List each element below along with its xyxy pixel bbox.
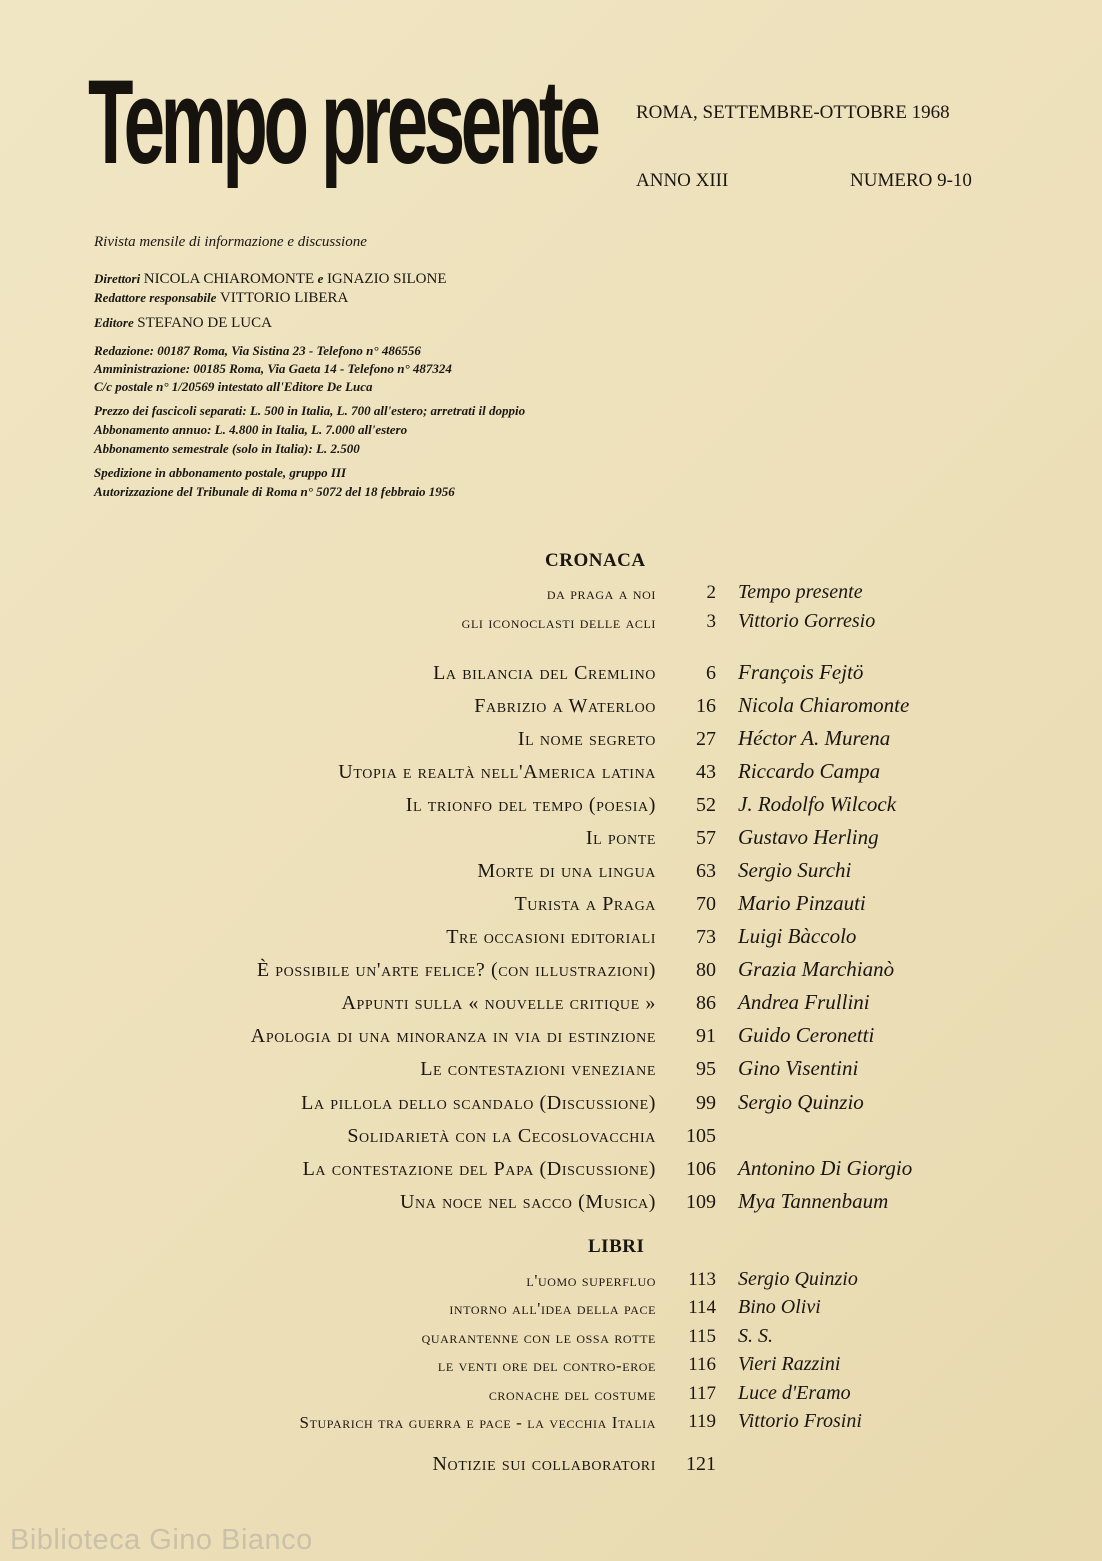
section-heading-cronaca: CRONACA <box>545 550 646 571</box>
info-line: Autorizzazione del Tribunale di Roma n° 5072 del 18 febbraio 1956 <box>94 484 455 499</box>
toc-entry-author: J. Rodolfo Wilcock <box>738 792 897 816</box>
toc-entry-author: S. S. <box>738 1325 773 1347</box>
issue-number: NUMERO 9-10 <box>850 170 972 191</box>
toc-entry-author: Luce d'Eramo <box>738 1382 851 1404</box>
toc-entry <box>0 688 1102 718</box>
toc-entry-title: intorno all'idea della pace <box>449 1299 656 1318</box>
toc-entry-author: Gino Visentini <box>738 1056 859 1080</box>
toc-entry-page: 91 <box>696 1025 716 1047</box>
toc-entry-author: Antonino Di Giorgio <box>738 1156 913 1180</box>
toc-entry <box>0 1018 1102 1048</box>
toc-entry <box>0 574 1102 604</box>
toc-entry-title: Morte di una lingua <box>477 860 656 882</box>
library-watermark: Biblioteca Gino Bianco <box>10 1524 313 1556</box>
toc-entry-author: François Fejtö <box>738 660 864 684</box>
toc-entry <box>0 1085 1102 1115</box>
toc-entry-title: La pillola dello scandalo (Discussione) <box>301 1092 656 1114</box>
toc-entry <box>0 1346 1102 1376</box>
toc-entry <box>0 1318 1102 1348</box>
toc-entry <box>0 1051 1102 1081</box>
toc-entry-title: Solidarietà con la Cecoslovacchia <box>347 1125 656 1147</box>
toc-entry-author: Nicola Chiaromonte <box>738 693 910 717</box>
toc-entry-page: 113 <box>688 1269 716 1290</box>
toc-entry-page: 80 <box>696 959 716 981</box>
toc-entry-page: 121 <box>686 1453 716 1475</box>
toc-entry-title: Notizie sui collaboratori <box>432 1453 656 1475</box>
editor-resp-label: Redattore responsabile <box>94 290 217 305</box>
toc-entry-author: Grazia Marchianò <box>738 957 895 981</box>
toc-entry-title: È possibile un'arte felice? (con illustrazioni) <box>256 959 656 981</box>
toc-entry-title: Il ponte <box>585 827 656 849</box>
toc-entry <box>0 603 1102 633</box>
info-line: Abbonamento annuo: L. 4.800 in Italia, L. 7.000 all'estero <box>94 422 408 437</box>
toc-entry-title: da praga a noi <box>546 584 656 603</box>
toc-entry <box>0 853 1102 883</box>
toc-entry-author: Tempo presente <box>738 581 863 603</box>
toc-entry-author: Vittorio Frosini <box>738 1410 862 1432</box>
toc-entry-title: La bilancia del Cremlino <box>433 662 656 684</box>
toc-entry-title: cronache del costume <box>488 1385 656 1404</box>
toc-entry-title: Utopia e realtà nell'America latina <box>338 761 656 783</box>
toc-entry-page: 116 <box>688 1354 716 1375</box>
info-line: C/c postale n° 1/20569 intestato all'Editore De Luca <box>94 379 373 394</box>
publisher-name: STEFANO DE LUCA <box>137 315 272 331</box>
toc-entry-page: 99 <box>696 1092 716 1114</box>
toc-entry-title: Fabrizio a Waterloo <box>474 695 656 717</box>
toc-entry-title: Stuparich tra guerra e pace - la vecchia Italia <box>299 1413 656 1432</box>
toc-entry-page: 43 <box>696 761 716 783</box>
directors-line <box>94 270 447 289</box>
toc-entry-page: 52 <box>696 794 716 816</box>
toc-entry-page: 117 <box>688 1383 716 1404</box>
toc-entry-author: Bino Olivi <box>738 1296 821 1318</box>
toc-entry-title: Una noce nel sacco (Musica) <box>400 1191 656 1213</box>
toc-entry-author: Riccardo Campa <box>738 759 881 783</box>
toc-entry-page: 109 <box>686 1191 716 1213</box>
toc-entry <box>0 1184 1102 1214</box>
toc-entry-author: Mya Tannenbaum <box>738 1189 889 1213</box>
toc-entry-page: 95 <box>696 1058 716 1080</box>
toc-entry-title: gli iconoclasti delle acli <box>461 613 656 632</box>
toc-entry <box>0 952 1102 982</box>
directors-name-2: IGNAZIO SILONE <box>326 271 447 287</box>
info-line: Amministrazione: 00185 Roma, Via Gaeta 14 - Telefono n° 487324 <box>94 361 452 376</box>
toc-entry-page: 57 <box>696 827 716 849</box>
issue-date: ROMA, SETTEMBRE-OTTOBRE 1968 <box>636 102 950 123</box>
toc-entry-author: Vieri Razzini <box>738 1353 841 1375</box>
toc-entry-title: Il trionfo del tempo (poesia) <box>405 794 656 816</box>
toc-entry-title: quarantenne con le ossa rotte <box>421 1328 656 1347</box>
toc-entry-page: 63 <box>696 860 716 882</box>
toc-entry-page: 27 <box>696 728 716 750</box>
toc-entry-author: Sergio Quinzio <box>738 1090 864 1114</box>
directors-conj: e <box>317 271 324 286</box>
toc-entry <box>0 985 1102 1015</box>
toc-entry-author: Héctor A. Murena <box>738 726 891 750</box>
publisher-label: Editore <box>94 315 134 330</box>
toc-entry-author: Andrea Frullini <box>738 990 870 1014</box>
toc-entry <box>0 655 1102 685</box>
publisher-line <box>94 314 272 333</box>
toc-entry-page: 119 <box>688 1411 716 1432</box>
toc-entry-notes <box>0 1446 1102 1476</box>
toc-entry <box>0 919 1102 949</box>
editor-resp-line <box>94 289 348 308</box>
toc-entry-author: Guido Ceronetti <box>738 1023 875 1047</box>
toc-entry-title: Apologia di una minoranza in via di estinzione <box>250 1025 656 1047</box>
info-line: Prezzo dei fascicoli separati: L. 500 in Italia, L. 700 all'estero; arretrati il doppio <box>94 403 526 418</box>
issue-year: ANNO XIII <box>636 170 729 191</box>
section-heading-libri: LIBRI <box>588 1236 645 1257</box>
toc-entry-author: Luigi Bàccolo <box>738 924 857 948</box>
toc-entry-page: 70 <box>696 893 716 915</box>
toc-entry-page: 73 <box>696 926 716 948</box>
toc-entry <box>0 754 1102 784</box>
toc-entry-page: 16 <box>696 695 716 717</box>
toc-entry <box>0 886 1102 916</box>
toc-entry-page: 106 <box>686 1158 716 1180</box>
toc-entry-author: Vittorio Gorresio <box>738 610 876 632</box>
toc-entry-title: Tre occasioni editoriali <box>446 926 656 948</box>
toc-entry-page: 2 <box>706 582 716 603</box>
toc-entry <box>0 1375 1102 1405</box>
toc-entry-page: 6 <box>706 662 716 684</box>
toc-entry-author: Sergio Surchi <box>738 858 852 882</box>
toc-entry-title: l'uomo superfluo <box>526 1271 656 1290</box>
toc-entry-page: 115 <box>688 1326 716 1347</box>
toc-entry-title: La contestazione del Papa (Discussione) <box>302 1158 656 1180</box>
toc-entry-author: Gustavo Herling <box>738 825 879 849</box>
toc-entry-page: 105 <box>686 1125 716 1147</box>
toc-entry <box>0 721 1102 751</box>
masthead-title: Tempo presente <box>88 55 597 189</box>
info-line: Spedizione in abbonamento postale, gruppo III <box>94 465 347 480</box>
toc-entry <box>0 1151 1102 1181</box>
toc-entry-title: Turista a Praga <box>514 893 656 915</box>
info-line: Abbonamento semestrale (solo in Italia): L. 2.500 <box>94 441 360 456</box>
toc-entry-author: Sergio Quinzio <box>738 1268 858 1290</box>
subtitle: Rivista mensile di informazione e discussione <box>94 234 367 250</box>
toc-entry <box>0 1403 1102 1433</box>
editor-resp-name: VITTORIO LIBERA <box>219 290 349 306</box>
toc-entry-page: 3 <box>706 611 716 632</box>
toc-entry-author: Mario Pinzauti <box>738 891 866 915</box>
toc-entry-title: Le contestazioni veneziane <box>420 1058 656 1080</box>
toc-entry-page: 114 <box>688 1297 716 1318</box>
directors-label: Direttori <box>94 271 141 286</box>
directors-name-1: NICOLA CHIAROMONTE <box>143 271 315 287</box>
toc-entry-title: Il nome segreto <box>517 728 656 750</box>
toc-entry <box>0 820 1102 850</box>
toc-entry-title: le venti ore del contro-eroe <box>437 1356 656 1375</box>
toc-entry <box>0 787 1102 817</box>
toc-entry <box>0 1118 1102 1148</box>
toc-entry <box>0 1261 1102 1291</box>
toc-entry-page: 86 <box>696 992 716 1014</box>
toc-entry-title: Appunti sulla « nouvelle critique » <box>341 992 656 1014</box>
toc-entry <box>0 1289 1102 1319</box>
info-line: Redazione: 00187 Roma, Via Sistina 23 - Telefono n° 486556 <box>94 343 421 358</box>
